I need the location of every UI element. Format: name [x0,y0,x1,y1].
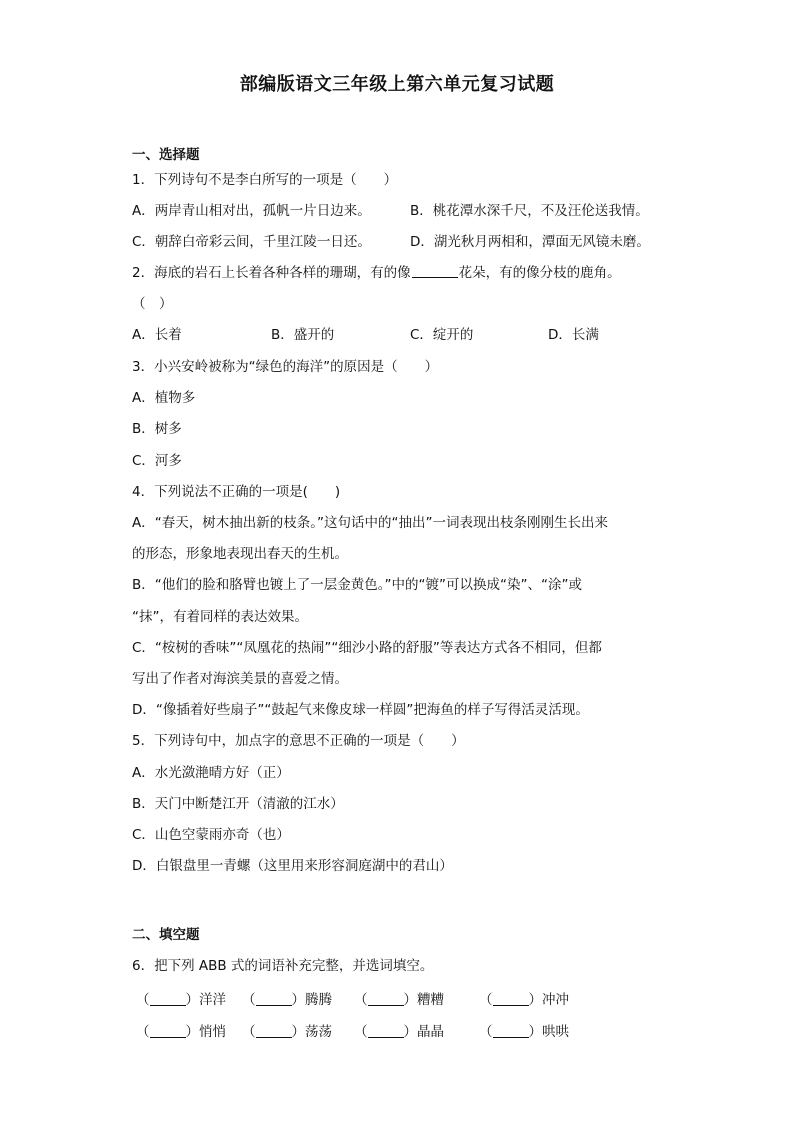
question-4-stem: 4．下列说法不正确的一项是( ) [132,484,341,500]
fill-item: （ ）冲冲 [479,992,569,1008]
question-1-stem: 1．下列诗句不是李白所写的一项是（ ） [132,172,398,188]
question-1-option-b: B．桃花潭水深千尺，不及汪伦送我情。 [410,203,649,219]
section-heading-fill: 二、填空题 [132,927,200,943]
fill-item: （ ）悄悄 [136,1024,226,1040]
fill-blank[interactable] [493,1023,529,1038]
question-4-line: B．“他们的脸和胳臂也镀上了一层金黄色。”中的“镀”可以换成“染”、“涂”或 [132,577,582,593]
fill-item-word: 哄哄 [542,1024,569,1040]
question-4-line: 写出了作者对海滨美景的喜爱之情。 [132,671,348,687]
question-2-option-a: A．长着 [132,327,182,343]
question-6-stem: 6．把下列 ABB 式的词语补充完整，并选词填空。 [132,958,434,974]
fill-item: （ ）糟糟 [354,992,444,1008]
question-3-stem: 3．小兴安岭被称为“绿色的海洋”的原因是（ ） [132,359,439,375]
question-3-option-c: C．河多 [132,453,182,469]
fill-item: （ ）洋洋 [136,992,226,1008]
question-1-option-c: C．朝辞白帝彩云间，千里江陵一日还。 [132,234,371,250]
question-2-option-d: D．长满 [548,327,599,343]
fill-item-word: 悄悄 [199,1024,226,1040]
question-2-blank[interactable] [412,263,458,278]
question-2-stem-part-a: 2．海底的岩石上长着各种各样的珊瑚，有的像 [132,265,411,281]
fill-blank[interactable] [150,991,186,1006]
question-5-option-c: C．山色空蒙雨亦奇（也） [132,827,290,843]
fill-item-word: 冲冲 [542,992,569,1008]
section-heading-choice: 一、选择题 [132,147,200,163]
page-title: 部编版语文三年级上第六单元复习试题 [239,74,555,95]
fill-item: （ ）哄哄 [479,1024,569,1040]
question-2-option-b: B．盛开的 [271,327,335,343]
question-3-option-a: A．植物多 [132,390,196,406]
question-5-option-b: B．天门中断楚江开（清澈的江水） [132,796,344,812]
question-2-option-c: C．绽开的 [410,327,474,343]
fill-item-word: 荡荡 [305,1024,332,1040]
question-1-option-a: A．两岸青山相对出，孤帆一片日边来。 [132,203,371,219]
question-1-option-d: D．湖光秋月两相和，潭面无风镜未磨。 [410,234,650,250]
question-2-stem [132,263,621,283]
fill-blank[interactable] [493,991,529,1006]
question-2-paren: （ ） [132,296,173,312]
fill-item-word: 糟糟 [417,992,444,1008]
question-3-option-b: B．树多 [132,421,182,437]
fill-item: （ ）腾腾 [242,992,332,1008]
fill-item: （ ）荡荡 [242,1024,332,1040]
question-4-line: 的形态，形象地表现出春天的生机。 [132,546,348,562]
question-5-option-a: A．水光潋滟晴方好（正） [132,765,290,781]
fill-blank[interactable] [150,1023,186,1038]
question-4-line: “抹”，有着同样的表达效果。 [132,609,308,625]
question-4-line: C．“桉树的香味”“凤凰花的热闹”“细沙小路的舒服”等表达方式各不相同，但都 [132,640,602,656]
fill-blank[interactable] [256,1023,292,1038]
fill-blank[interactable] [368,1023,404,1038]
question-5-stem: 5．下列诗句中，加点字的意思不正确的一项是（ ） [132,733,465,749]
fill-blank[interactable] [368,991,404,1006]
fill-item-word: 晶晶 [417,1024,444,1040]
fill-blank[interactable] [256,991,292,1006]
question-4-line: D．“像插着好些扇子”“鼓起气来像皮球一样圆”把海鱼的样子写得活灵活现。 [132,702,589,718]
question-4-line: A．“春天，树木抽出新的枝条。”这句话中的“抽出”一词表现出枝条刚刚生长出来 [132,515,608,531]
fill-item-word: 洋洋 [199,992,226,1008]
fill-item-word: 腾腾 [305,992,332,1008]
question-5-option-d: D．白银盘里一青螺（这里用来形容洞庭湖中的君山） [132,858,453,874]
question-2-stem-part-b: 花朵，有的像分枝的鹿角。 [458,265,621,281]
fill-item: （ ）晶晶 [354,1024,444,1040]
